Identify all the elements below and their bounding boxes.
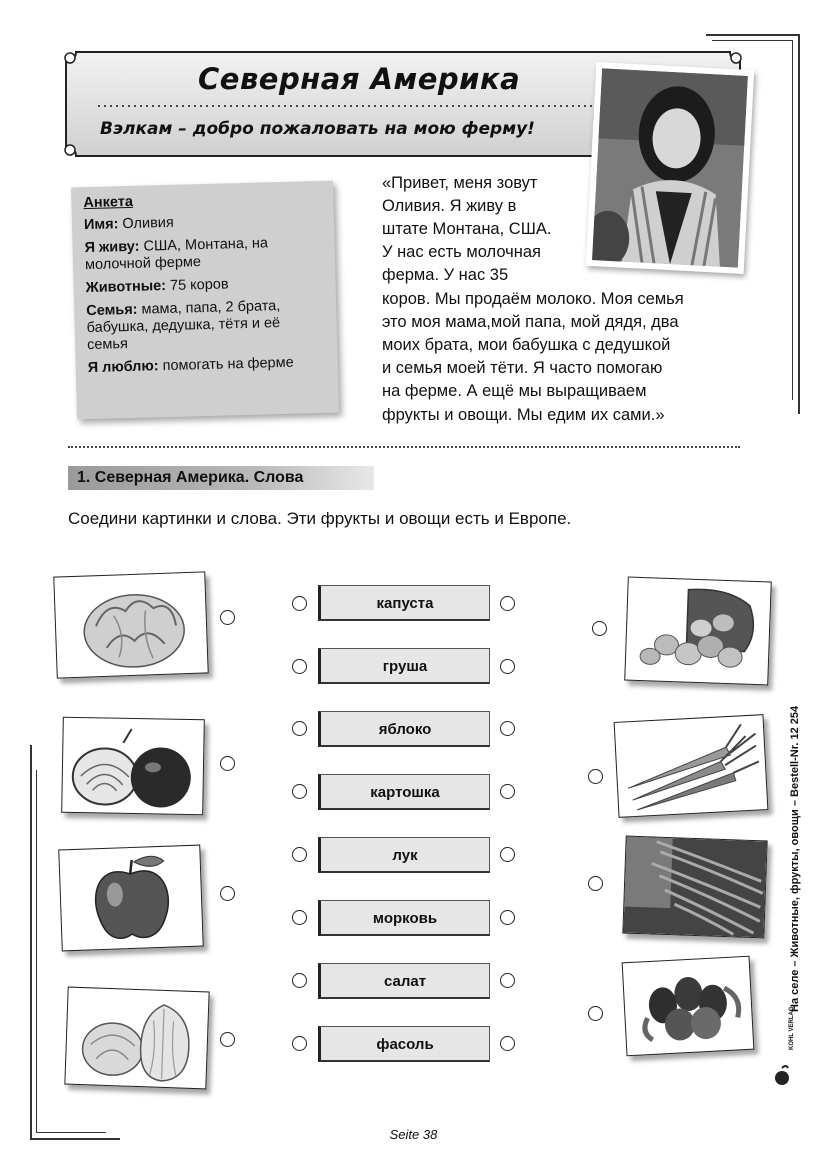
- picture-dot[interactable]: [220, 610, 235, 625]
- quote-line: У нас есть молочная: [382, 243, 541, 261]
- word-dot-right[interactable]: [500, 1036, 515, 1051]
- carrots-picture: [614, 714, 769, 818]
- frame-left-line-inner: [36, 770, 37, 1133]
- apple-picture: [58, 845, 203, 952]
- word-dot-left[interactable]: [292, 1036, 307, 1051]
- word-dot-left[interactable]: [292, 910, 307, 925]
- girl-photo: [586, 62, 754, 274]
- picture-dot[interactable]: [220, 1032, 235, 1047]
- exercise-heading: 1. Северная Америка. Слова: [68, 466, 374, 490]
- quote-line: и семья моей тёти. Я часто помогаю: [382, 359, 663, 377]
- word-dot-left[interactable]: [292, 659, 307, 674]
- word-dot-right[interactable]: [500, 910, 515, 925]
- word-dot-right[interactable]: [500, 973, 515, 988]
- quote-line: Оливия. Я живу в: [382, 197, 517, 215]
- word-box: морковь: [318, 900, 490, 936]
- frame-right-line-inner: [792, 40, 793, 400]
- word-box: фасоль: [318, 1026, 490, 1062]
- profile-card: [71, 181, 339, 420]
- word-dot-right[interactable]: [500, 784, 515, 799]
- profile-row-animals: Животные: 75 коров: [85, 276, 229, 297]
- word-dot-left[interactable]: [292, 596, 307, 611]
- word-dot-left[interactable]: [292, 784, 307, 799]
- quote-line: штате Монтана, США.: [382, 220, 552, 238]
- potatoes-picture: [624, 577, 772, 686]
- picture-dot[interactable]: [588, 769, 603, 784]
- publisher-logo: [772, 1062, 794, 1095]
- page-number: Seite 38: [389, 1127, 438, 1142]
- section-divider: [68, 446, 740, 448]
- lettuce-picture: [53, 571, 208, 678]
- profile-row-lives: Я живу: США, Монтана, на молочной ферме: [84, 235, 269, 274]
- quote-line: фрукты и овощи. Мы едим их сами.»: [382, 406, 665, 424]
- frame-top-line-inner: [712, 40, 792, 41]
- picture-dot[interactable]: [592, 621, 607, 636]
- pears-picture: [622, 956, 755, 1057]
- profile-heading: Анкета: [83, 193, 134, 212]
- quote-line: «Привет, меня зовут: [382, 174, 538, 192]
- cabbage-picture: [64, 987, 209, 1090]
- word-dot-right[interactable]: [500, 847, 515, 862]
- word-box: салат: [318, 963, 490, 999]
- picture-dot[interactable]: [588, 876, 603, 891]
- green-beans-picture: [622, 836, 767, 939]
- frame-right-line: [798, 34, 800, 414]
- word-box: груша: [318, 648, 490, 684]
- word-box: лук: [318, 837, 490, 873]
- word-dot-right[interactable]: [500, 721, 515, 736]
- word-dot-left[interactable]: [292, 721, 307, 736]
- word-dot-left[interactable]: [292, 847, 307, 862]
- picture-dot[interactable]: [588, 1006, 603, 1021]
- page-title: Северная Америка: [198, 62, 521, 96]
- side-text: На селе – Животные, фрукты, овощи – Bestell-Nr. 12 254: [789, 705, 801, 1012]
- picture-dot[interactable]: [220, 886, 235, 901]
- quote-line: ферма. У нас 35: [382, 266, 509, 284]
- word-box: капуста: [318, 585, 490, 621]
- word-box: яблоко: [318, 711, 490, 747]
- word-dot-right[interactable]: [500, 659, 515, 674]
- frame-left-line: [30, 745, 32, 1140]
- profile-row-family: Семья: мама, папа, 2 брата, бабушка, дедушка, тётя и её семья: [86, 298, 281, 354]
- onion-picture: [61, 717, 205, 815]
- exercise-instruction: Соедини картинки и слова. Эти фрукты и овощи есть и Европе.: [68, 509, 572, 528]
- frame-top-line: [706, 34, 800, 36]
- quote-line: на ферме. А ещё мы выращиваем: [382, 382, 647, 400]
- word-dot-left[interactable]: [292, 973, 307, 988]
- publisher-name: KOHL VERLAG: [789, 1006, 795, 1050]
- profile-row-name: Имя: Оливия: [83, 214, 174, 234]
- picture-dot[interactable]: [220, 756, 235, 771]
- quote-line: коров. Мы продаём молоко. Моя семья: [382, 290, 684, 308]
- quote-line: это моя мама,мой папа, мой дядя, два: [382, 313, 679, 331]
- word-dot-right[interactable]: [500, 596, 515, 611]
- page-subtitle: Вэлкам – добро пожаловать на мою ферму!: [100, 119, 535, 139]
- word-box: картошка: [318, 774, 490, 810]
- profile-row-likes: Я люблю: помогать на ферме: [87, 354, 294, 377]
- quote-line: моих брата, мои бабушка с дедушкой: [382, 336, 671, 354]
